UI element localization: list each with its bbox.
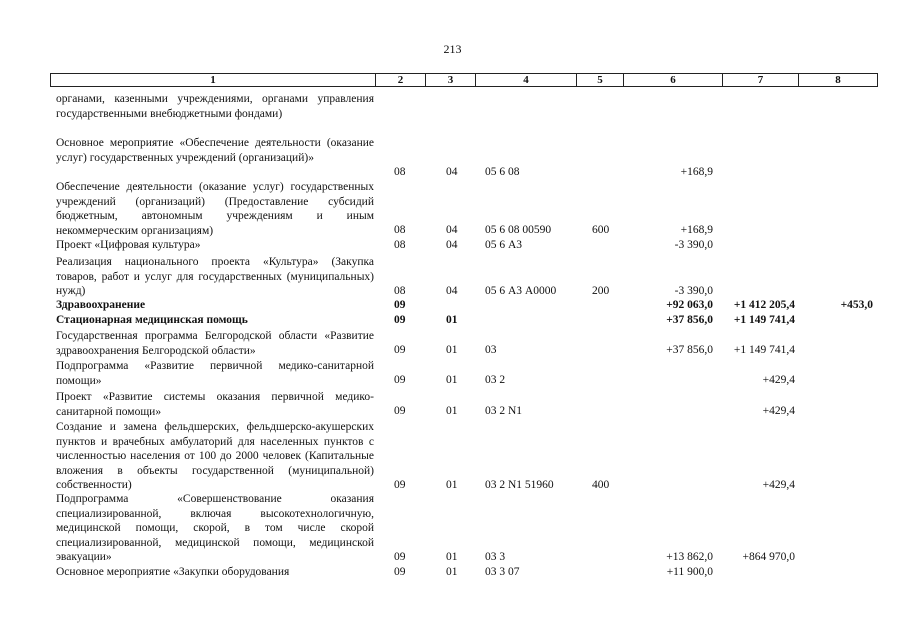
cell-amount-2: +1 149 741,4	[733, 344, 795, 356]
cell-subsection: 01	[446, 566, 458, 578]
cell-amount-1: +37 856,0	[666, 314, 713, 326]
cell-amount-3: +453,0	[840, 299, 873, 311]
cell-target-code: 03	[485, 344, 497, 356]
header-cell-8: 8	[798, 73, 878, 87]
cell-section: 09	[394, 405, 406, 417]
row-description: органами, казенными учреждениями, органами управления государственными внебюджетными фондами)	[56, 93, 374, 120]
cell-subsection: 01	[446, 374, 458, 386]
cell-section: 09	[394, 344, 406, 356]
row-description: Здравоохранение	[56, 299, 146, 311]
header-cell-7: 7	[722, 73, 799, 87]
cell-target-code: 05 6 А3 А0000	[485, 285, 557, 297]
row-description: Государственная программа Белгородской области «Развитие здравоохранения Белгородской области»	[56, 330, 374, 357]
cell-target-code: 03 3	[485, 551, 506, 563]
cell-target-code: 03 2 N1	[485, 405, 523, 417]
cell-subsection: 04	[446, 285, 458, 297]
row-description: Основное мероприятие «Обеспечение деятельности (оказание услуг) государственных учреждений (организаций)»	[56, 137, 374, 164]
header-cell-5: 5	[576, 73, 624, 87]
row-description: Проект «Цифровая культура»	[56, 239, 201, 251]
cell-expense-type: 600	[592, 224, 610, 236]
cell-section: 08	[394, 285, 406, 297]
cell-section: 09	[394, 299, 406, 311]
cell-amount-1: +37 856,0	[666, 344, 713, 356]
header-cell-6: 6	[623, 73, 723, 87]
cell-target-code: 05 6 08	[485, 166, 520, 178]
cell-section: 08	[394, 166, 406, 178]
cell-amount-2: +1 149 741,4	[733, 314, 795, 326]
cell-target-code: 03 2 N1 51960	[485, 479, 554, 491]
cell-section: 08	[394, 239, 406, 251]
page-number: 213	[443, 42, 462, 56]
row-description: Основное мероприятие «Закупки оборудования	[56, 566, 290, 578]
header-cell-2: 2	[375, 73, 426, 87]
cell-subsection: 01	[446, 344, 458, 356]
cell-section: 09	[394, 479, 406, 491]
cell-amount-1: +92 063,0	[666, 299, 713, 311]
cell-subsection: 01	[446, 551, 458, 563]
cell-section: 09	[394, 314, 406, 326]
cell-amount-2: +864 970,0	[742, 551, 795, 563]
cell-amount-2: +429,4	[762, 479, 795, 491]
row-description: Проект «Развитие системы оказания первичной медико-санитарной помощи»	[56, 391, 374, 418]
header-cell-1: 1	[50, 73, 376, 87]
cell-amount-1: +168,9	[680, 224, 713, 236]
row-description: Реализация национального проекта «Культура» (Закупка товаров, работ и услуг для государственных (муниципальных) нужд)	[56, 256, 374, 297]
cell-expense-type: 200	[592, 285, 610, 297]
row-description: Подпрограмма «Развитие первичной медико-санитарной помощи»	[56, 360, 374, 387]
cell-amount-1: -3 390,0	[674, 285, 713, 297]
cell-subsection: 04	[446, 224, 458, 236]
cell-target-code: 03 2	[485, 374, 506, 386]
row-description: Подпрограмма «Совершенствование оказания специализированной, включая высокотехнологичную, медицинской помощи, скорой, в том числе скорой специализированной, медицинской помощи, медицинской эвакуации»	[56, 493, 374, 563]
cell-subsection: 01	[446, 314, 458, 326]
header-cell-3: 3	[425, 73, 476, 87]
header-cell-4: 4	[475, 73, 577, 87]
cell-section: 09	[394, 566, 406, 578]
cell-subsection: 01	[446, 479, 458, 491]
row-description: Стационарная медицинская помощь	[56, 314, 248, 326]
cell-target-code: 03 3 07	[485, 566, 520, 578]
cell-target-code: 05 6 08 00590	[485, 224, 552, 236]
cell-expense-type: 400	[592, 479, 610, 491]
row-description: Обеспечение деятельности (оказание услуг) государственных учреждений (организаций) (Предоставление субсидий бюджетным, автономным учреждениям и иным некоммерческим организациям)	[56, 181, 374, 237]
cell-section: 08	[394, 224, 406, 236]
cell-amount-1: +168,9	[680, 166, 713, 178]
row-description: Создание и замена фельдшерских, фельдшерско-акушерских пунктов и врачебных амбулаторий для населенных пунктов с численностью населения от 100 до 2000 человек (Капитальные вложения в объекты государственной (муниципальной) собственности)	[56, 421, 374, 491]
cell-amount-1: +13 862,0	[666, 551, 713, 563]
cell-subsection: 04	[446, 239, 458, 251]
cell-target-code: 05 6 А3	[485, 239, 523, 251]
cell-amount-2: +1 412 205,4	[733, 299, 795, 311]
cell-amount-1: +11 900,0	[666, 566, 713, 578]
cell-amount-2: +429,4	[762, 405, 795, 417]
cell-amount-2: +429,4	[762, 374, 795, 386]
cell-section: 09	[394, 551, 406, 563]
cell-section: 09	[394, 374, 406, 386]
cell-subsection: 04	[446, 166, 458, 178]
cell-amount-1: -3 390,0	[674, 239, 713, 251]
cell-subsection: 01	[446, 405, 458, 417]
